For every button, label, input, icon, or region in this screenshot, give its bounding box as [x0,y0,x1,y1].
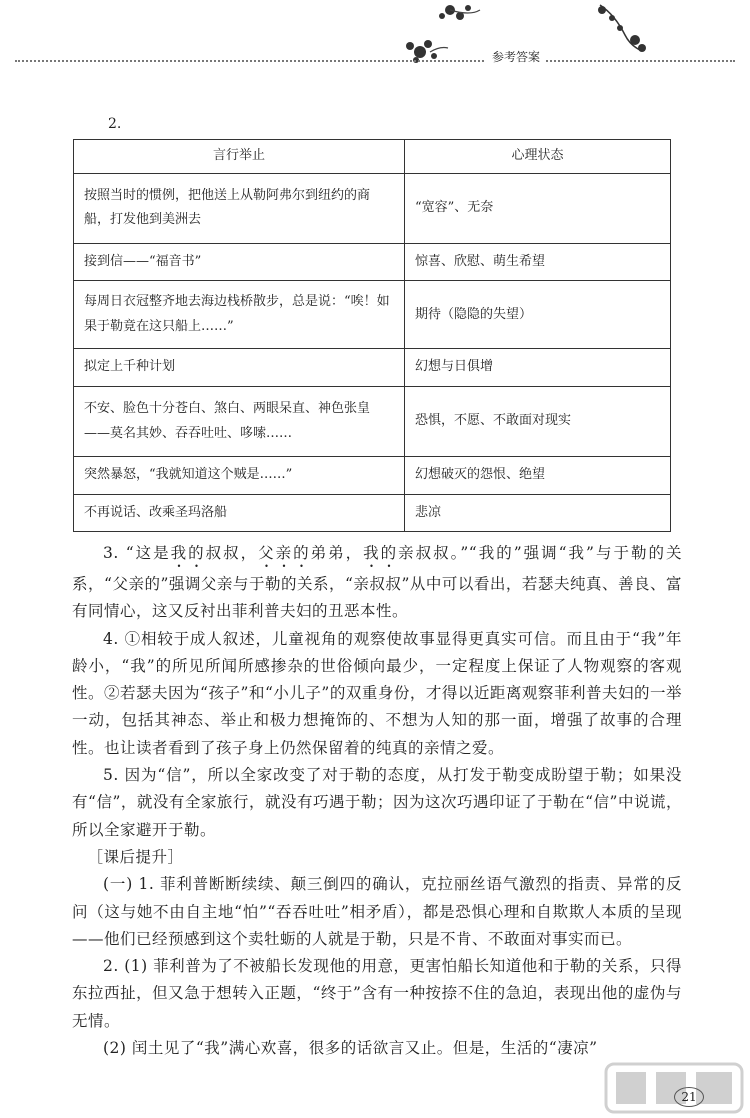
answer-3-text: 亲叔叔。”“我的”强调“我”与于勒的关系，“父亲的”强调父亲与于勒的关系，“亲叔叔”从中可以看出，若瑟夫纯真、善良、富有同情心，这又反衬出菲利普夫妇的丑恶本性。 [72,544,682,621]
answer-3-text: 叔叔， [205,544,259,562]
table-cell: 每周日衣冠整齐地去海边栈桥散步，总是说：“唉！如果于勒竟在这只船上……” [74,281,405,349]
table-cell: 幻想与日俱增 [405,349,671,387]
table-header-row [74,140,671,174]
table-cell: 恐惧，不愿、不敢面对现实 [405,387,671,457]
answer-table [73,139,671,532]
table-row [74,173,671,243]
post-lesson-answer-2-1: 2. (1) 菲利普为了不被船长发现他的用意，更害怕船长知道他和于勒的关系，只得东拉西扯，但又急于想转入正题，“终于”含有一种按捺不住的急迫，表现出他的虚伪与无情。 [72,957,682,1030]
section-heading-label: ［课后提升］ [87,847,184,866]
table-row [74,494,671,532]
answer-3 [72,540,682,626]
table-cell: 突然暴怒，“我就知道这个贼是……” [74,457,405,495]
post-lesson-answer-1: (一) 1. 菲利普断断续续、颠三倒四的确认，克拉丽丝语气激烈的指责、异常的反问（这与她不由自主地“怕”“吞吞吐吐”相矛盾），都是恐惧心理和自欺欺人本质的呈现——他们已经预感到这个卖牡蛎的人就是于勒，只是不肯、不敢面对事实而已。 [72,875,682,948]
table-cell: 悲凉 [405,494,671,532]
header-dotted-rule [15,60,735,62]
table-row [74,281,671,349]
emphasis-text: 我的 [363,544,399,562]
table-cell: 幻想破灭的怨恨、绝望 [405,457,671,495]
column-header-psychology: 心理状态 [405,140,671,174]
post-lesson-answer-2-2: (2) 闰土见了“我”满心欢喜，很多的话欲言又止。但是，生活的“凄凉” [103,1039,598,1058]
table-row [74,243,671,281]
table-row [74,349,671,387]
table-cell: 拟定上千种计划 [74,349,405,387]
answer-5: 5. 因为“信”，所以全家改变了对于勒的态度，从打发于勒变成盼望于勒；如果没有“信”，就没有全家旅行，就没有巧遇于勒；因为这次巧遇印证了于勒在“信”中说谎，所以全家避开于勒。 [72,766,682,839]
table-cell: 不再说话、改乘圣玛洛船 [74,494,405,532]
answer-3-text: 3. “这是 [103,544,171,562]
answer-3-text: 弟弟， [310,544,364,562]
table-row [74,457,671,495]
table-cell: “宽容”、无奈 [405,173,671,243]
table-cell: 按照当时的惯例，把他送上从勒阿弗尔到纽约的商船，打发他到美洲去 [74,173,405,243]
table-cell: 接到信——“福音书” [74,243,405,281]
page-number: 21 [674,1087,704,1107]
table-cell: 不安、脸色十分苍白、煞白、两眼呆直、神色张皇——莫名其妙、吞吞吐吐、哆嗦…… [74,387,405,457]
table-row [74,387,671,457]
table-cell: 期待（隐隐的失望） [405,281,671,349]
column-header-behavior: 言行举止 [74,140,405,174]
watermark-logo-icon [604,1062,744,1114]
page-header-title: 参考答案 [486,48,546,65]
emphasis-text: 父亲的 [258,544,311,562]
question-number: 2. [108,116,122,132]
flower-branch-icon [590,0,660,60]
answer-4: 4. ①相较于成人叙述，儿童视角的观察使故事显得更真实可信。而且由于“我”年龄小，“我”的所见所闻所感掺杂的世俗倾向最少，一定程度上保证了人物观察的客观性。②若瑟夫因为“孩子”和“小儿子”的双重身份，才得以近距离观察菲利普夫妇的一举一动，包括其神态、举止和极力想掩饰的、不想为人知的那一面，增强了故事的合理性。也让读者看到了孩子身上仍然保留着的纯真的亲情之爱。 [72,629,682,757]
emphasis-text: 我的 [170,544,206,562]
section-heading [72,844,682,871]
table-cell: 惊喜、欣慰、萌生希望 [405,243,671,281]
answer-text-body [72,540,682,1062]
